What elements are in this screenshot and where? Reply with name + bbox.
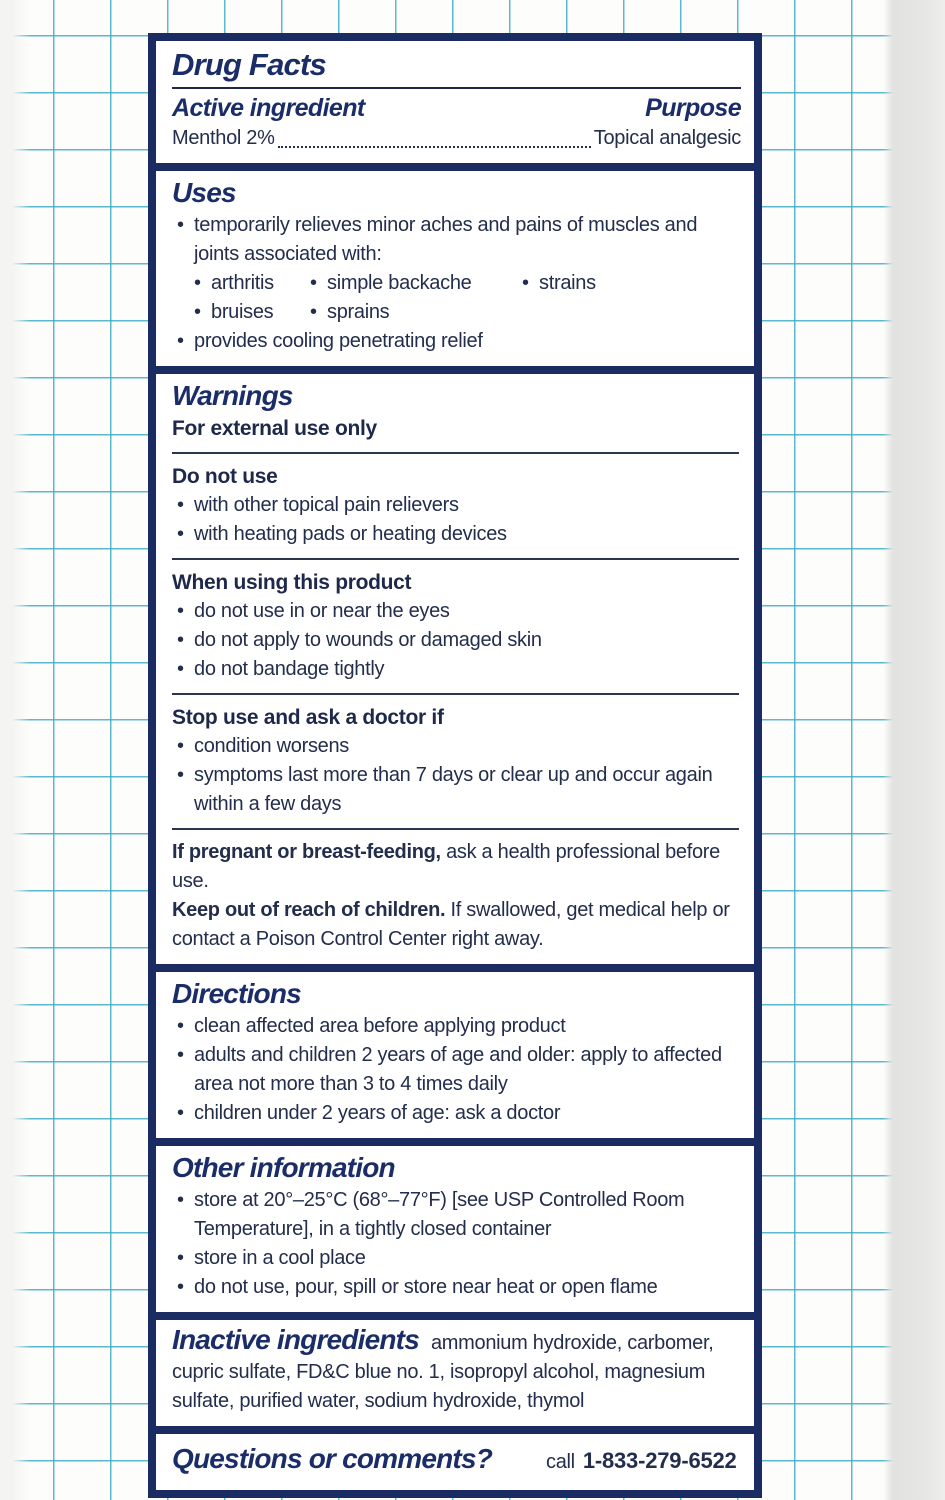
pregnant-warning-rest: ask a health professional before use. bbox=[172, 841, 720, 892]
children-warning-bold: Keep out of reach of children. bbox=[172, 899, 446, 921]
other-information-heading: Other information bbox=[172, 1152, 395, 1183]
list-item: • with other topical pain relievers bbox=[172, 491, 741, 520]
active-ingredient-heading: Active ingredient bbox=[172, 94, 365, 122]
drug-facts-label bbox=[148, 33, 762, 1498]
conditions-row-2 bbox=[172, 298, 741, 327]
inactive-ingredients-heading: Inactive ingredients bbox=[172, 1324, 419, 1355]
list-item: • sprains bbox=[310, 298, 522, 327]
uses-list bbox=[172, 211, 741, 269]
page-left-fade bbox=[0, 0, 30, 1500]
dotted-leader bbox=[278, 146, 591, 148]
stop-use-list bbox=[172, 732, 741, 819]
list-item: • do not bandage tightly bbox=[172, 655, 741, 684]
uses-list-2 bbox=[172, 327, 741, 356]
active-ingredient-name: Menthol 2% bbox=[172, 127, 275, 149]
purpose-value: Topical analgesic bbox=[593, 127, 741, 149]
children-warning bbox=[172, 896, 741, 954]
section-rule bbox=[172, 828, 739, 830]
directions-heading: Directions bbox=[172, 978, 301, 1009]
inactive-ingredients-text: ammonium hydroxide, carbomer, cupric sulfate, FD&C blue no. 1, isopropyl alcohol, magnesium sulfate, purified water, sodium hydroxide, thymol bbox=[172, 1332, 714, 1412]
external-use-line: For external use only bbox=[172, 417, 377, 440]
stop-use-heading: Stop use and ask a doctor if bbox=[172, 706, 444, 729]
list-item: • temporarily relieves minor aches and pains of muscles and joints associated with: bbox=[172, 211, 741, 269]
list-item: • store at 20°–25°C (68°–77°F) [see USP Controlled Room Temperature], in a tightly closed container bbox=[172, 1186, 741, 1244]
call-label: call bbox=[546, 1451, 575, 1473]
list-item: • provides cooling penetrating relief bbox=[172, 327, 741, 356]
warnings-heading: Warnings bbox=[172, 380, 293, 411]
section-questions bbox=[156, 1426, 754, 1490]
section-rule bbox=[172, 452, 739, 454]
section-header bbox=[156, 41, 754, 163]
phone-number: 1-833-279-6522 bbox=[582, 1448, 737, 1473]
do-not-use-heading: Do not use bbox=[172, 465, 278, 488]
list-item: • do not use, pour, spill or store near heat or open flame bbox=[172, 1273, 741, 1302]
purpose-heading: Purpose bbox=[645, 94, 741, 122]
section-rule bbox=[172, 693, 739, 695]
drug-facts-title: Drug Facts bbox=[172, 47, 326, 82]
questions-row bbox=[172, 1439, 741, 1480]
when-using-list bbox=[172, 597, 741, 684]
section-other-information bbox=[156, 1138, 754, 1312]
section-rule bbox=[172, 558, 739, 560]
page-right-fade bbox=[883, 0, 945, 1500]
other-information-list bbox=[172, 1186, 741, 1302]
list-item: • store in a cool place bbox=[172, 1244, 741, 1273]
list-item: • bruises bbox=[194, 298, 310, 327]
inactive-ingredients-paragraph bbox=[172, 1325, 741, 1416]
list-item: • with heating pads or heating devices bbox=[172, 520, 741, 549]
section-directions bbox=[156, 964, 754, 1138]
list-item: • condition worsens bbox=[172, 732, 741, 761]
list-item: • adults and children 2 years of age and older: apply to affected area not more than 3 to 4 times daily bbox=[172, 1041, 741, 1099]
pregnant-warning bbox=[172, 838, 741, 896]
section-warnings bbox=[156, 366, 754, 964]
when-using-heading: When using this product bbox=[172, 571, 412, 594]
directions-list bbox=[172, 1012, 741, 1128]
do-not-use-list bbox=[172, 491, 741, 549]
list-item: • strains bbox=[522, 269, 741, 298]
conditions-row-1 bbox=[172, 269, 741, 298]
questions-heading: Questions or comments? bbox=[172, 1443, 493, 1474]
list-item: • clean affected area before applying product bbox=[172, 1012, 741, 1041]
children-warning-rest: If swallowed, get medical help or contact a Poison Control Center right away. bbox=[172, 899, 730, 950]
section-uses bbox=[156, 163, 754, 366]
title-rule bbox=[172, 87, 741, 89]
ingredient-purpose-row bbox=[172, 124, 741, 153]
list-item: • do not apply to wounds or damaged skin bbox=[172, 626, 741, 655]
list-item: • do not use in or near the eyes bbox=[172, 597, 741, 626]
list-item: • children under 2 years of age: ask a doctor bbox=[172, 1099, 741, 1128]
uses-heading: Uses bbox=[172, 177, 236, 208]
list-item: • simple backache bbox=[310, 269, 522, 298]
section-inactive-ingredients bbox=[156, 1312, 754, 1426]
active-ingredient-row bbox=[172, 93, 741, 123]
list-item: • symptoms last more than 7 days or clear up and occur again within a few days bbox=[172, 761, 741, 819]
list-item: • arthritis bbox=[194, 269, 310, 298]
pregnant-warning-bold: If pregnant or breast-feeding, bbox=[172, 841, 441, 863]
